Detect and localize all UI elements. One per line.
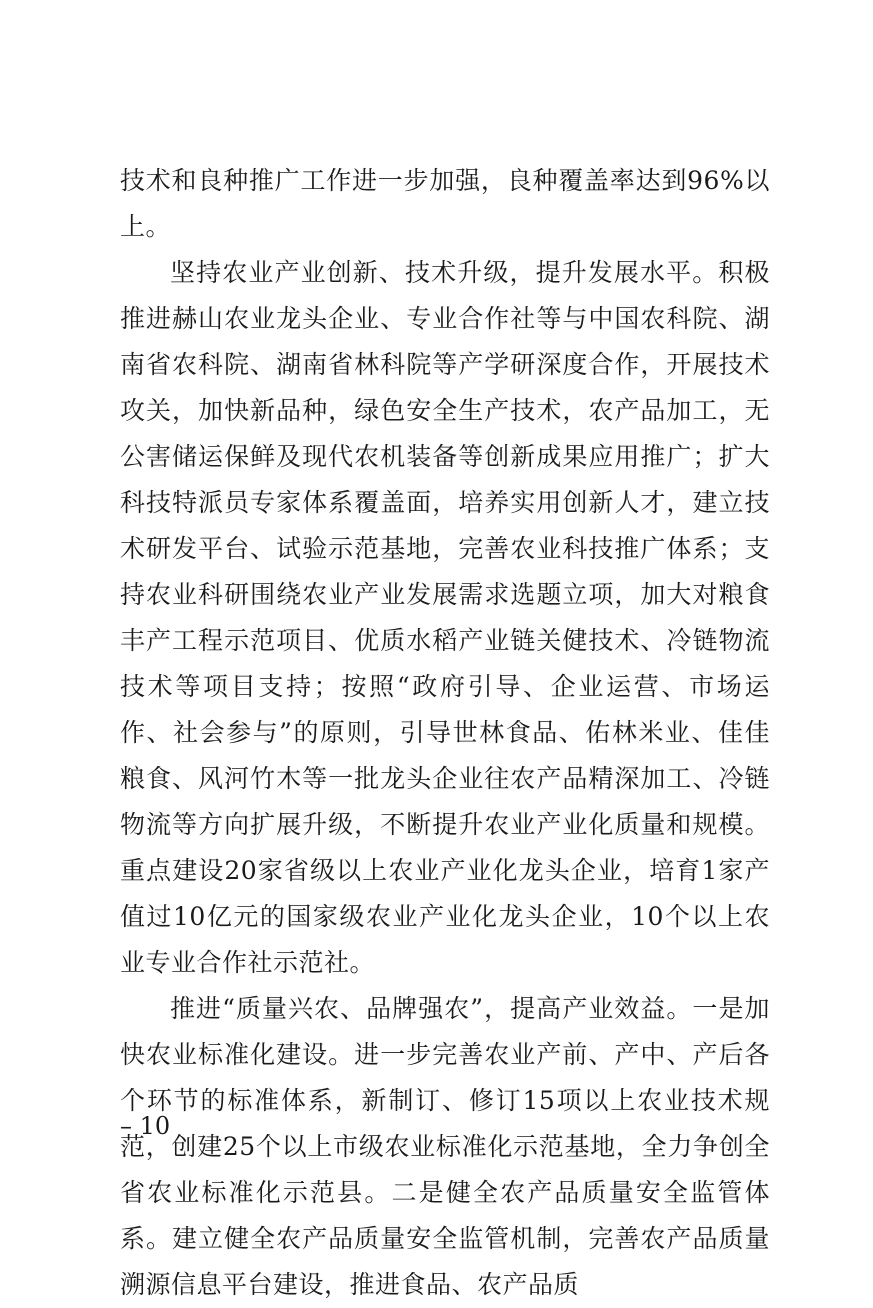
page-number: – 10 — [120, 1112, 171, 1140]
paragraph-innovation: 坚持农业产业创新、技术升级，提升发展水平。积极推进赫山农业龙头企业、专业合作社等与中国农科院、湖南省农科院、湖南省林科院等产学研深度合作，开展技术攻关，加快新品种，绿色安全生产技术，农产品加工，无公害储运保鲜及现代农机装备等创新成果应用推广；扩大科技特派员专家体系覆盖面，培养实用创新人才，建立技术研发平台、试验示范基地，完善农业科技推广体系；支持农业科研围绕农业产业发展需求选题立项，加大对粮食丰产工程示范项目、优质水稻产业链关健技术、冷链物流技术等项目支持；按照“政府引导、企业运营、市场运作、社会参与”的原则，引导世林食品、佑林米业、佳佳粮食、风河竹木等一批龙头企业往农产品精深加工、冷链物流等方向扩展升级，不断提升农业产业化质量和规模。重点建设20家省级以上农业产业化龙头企业，培育1家产值过10亿元的国家级农业产业化龙头企业，10个以上农业专业合作社示范社。 — [120, 258, 770, 977]
paragraph-quality-brand: 推进“质量兴农、品牌强农”，提高产业效益。一是加快农业标准化建设。进一步完善农业产前、产中、产后各个环节的标准体系，新制订、修订15项以上农业技术规范，创建25个以上市级农业标准化示范基地，全力争创全省农业标准化示范县。二是健全农产品质量安全监管体系。建立健全农产品质量安全监管机制，完善农产品质量溯源信息平台建设，推进食品、农产品质 — [120, 994, 770, 1299]
paragraph-seed-promotion: 技术和良种推广工作进一步加强，良种覆盖率达到96%以上。 — [120, 166, 770, 241]
body-text — [120, 158, 770, 1308]
